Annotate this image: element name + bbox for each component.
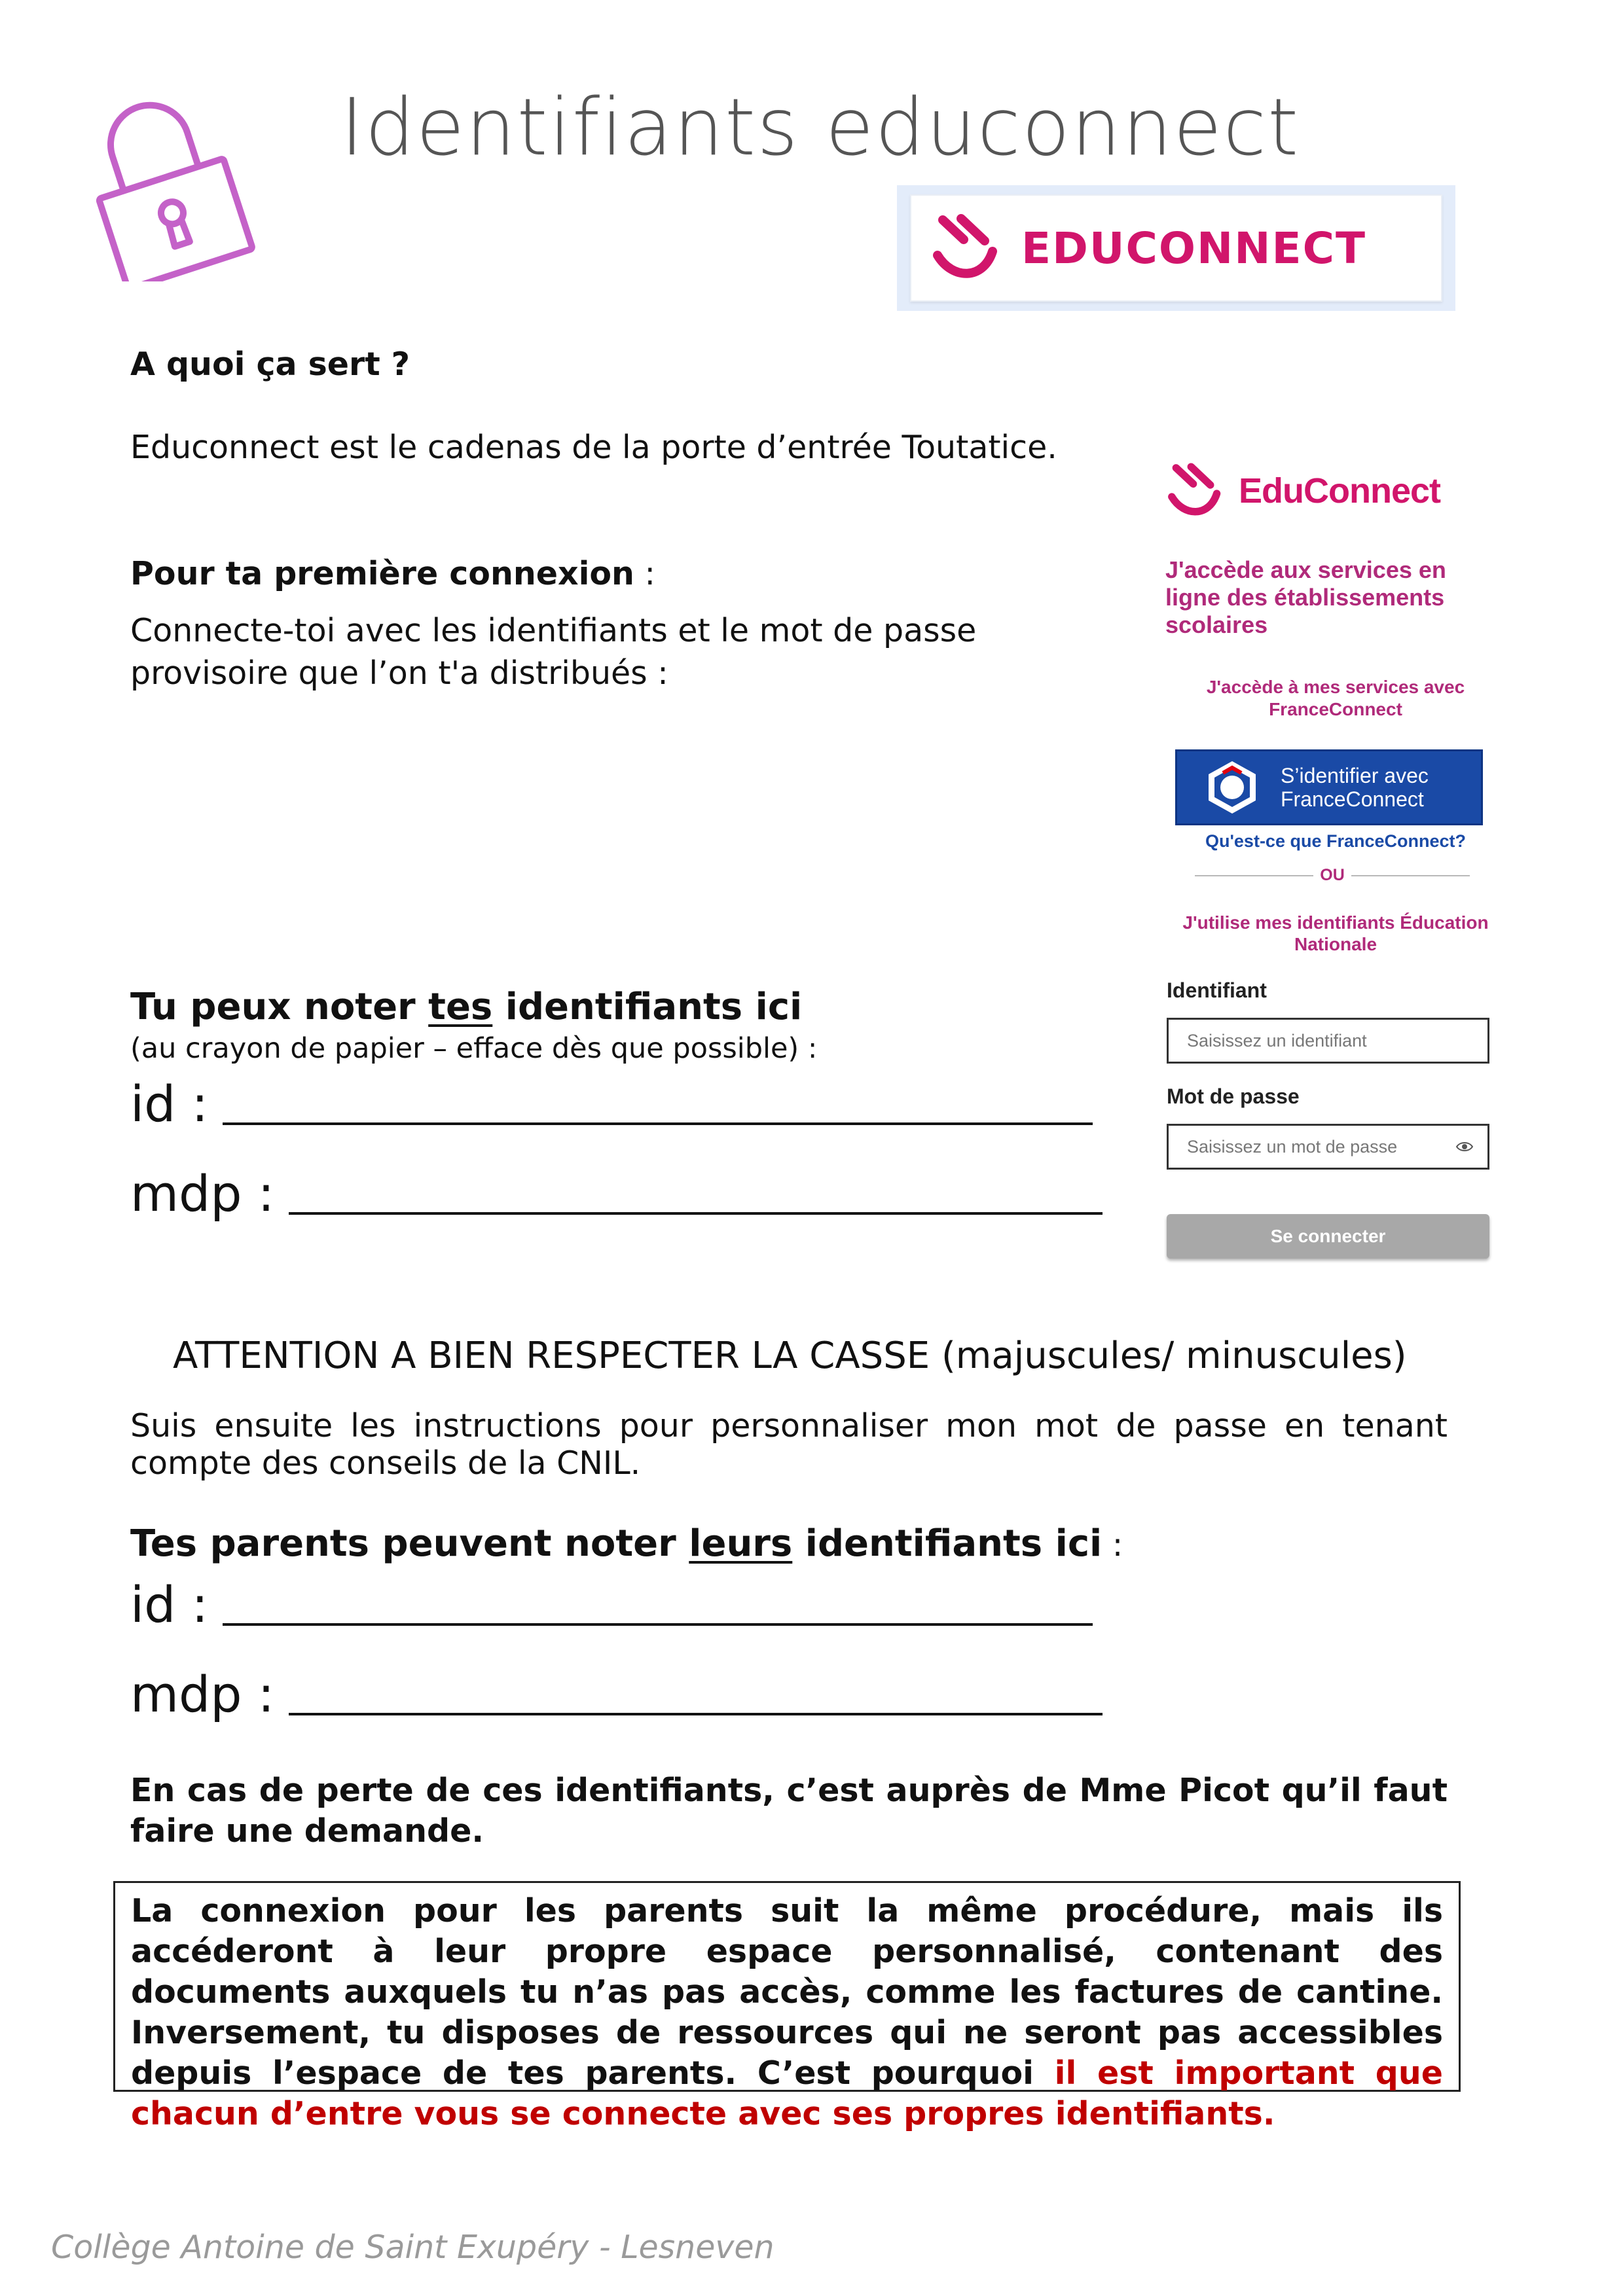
identifiant-placeholder: Saisissez un identifiant [1187, 1030, 1367, 1050]
parents-mdp-label: mdp : [130, 1665, 275, 1723]
franceconnect-button-line1: S’identifier avec [1281, 764, 1429, 787]
identifiant-input[interactable] [1167, 1018, 1489, 1064]
footer-school-name: Collège Antoine de Saint Exupéry - Lesneven [51, 2229, 775, 2266]
parents-notes-heading [130, 1522, 1123, 1566]
parents-info-text [131, 1891, 1443, 2134]
eye-icon[interactable] [1456, 1141, 1473, 1153]
identifiant-label: Identifiant [1167, 978, 1267, 1002]
parents-info-warning: il est important que chacun d’entre vous se connecte avec ses propres identifiants. [131, 2054, 1443, 2132]
franceconnect-button-text [1281, 764, 1429, 811]
franceconnect-info-link[interactable]: Qu'est-ce que FranceConnect? [1205, 831, 1466, 851]
password-label: Mot de passe [1167, 1085, 1300, 1108]
educonnect-banner-word: EDUCONNECT [1021, 223, 1367, 274]
student-mdp-line [289, 1212, 1103, 1215]
login-tagline: J'accède aux services en ligne des établissements scolaires [1165, 556, 1446, 638]
intro-answer: Educonnect est le cadenas de la porte d’entrée Toutatice. [130, 429, 1057, 466]
first-connection-heading [130, 553, 655, 596]
parents-mdp-line [289, 1713, 1103, 1715]
student-id-label: id : [130, 1075, 209, 1133]
franceconnect-logo-icon [1203, 759, 1261, 816]
or-divider [1195, 866, 1470, 885]
student-mdp-label: mdp : [130, 1164, 275, 1223]
educonnect-logo-icon [1165, 461, 1224, 520]
password-placeholder: Saisissez un mot de passe [1187, 1136, 1398, 1157]
instructions-text: Suis ensuite les instructions pour personnaliser mon mot de passe en tenant compte des conseils de la CNIL. [130, 1407, 1448, 1482]
education-nationale-text: J'utilise mes identifiants Éducation Nationale [1182, 912, 1489, 954]
login-logo [1165, 461, 1440, 520]
student-notes-heading [130, 985, 802, 1029]
parents-id-label: id : [130, 1575, 209, 1634]
parents-id-row [130, 1577, 1093, 1632]
parents-id-line [223, 1623, 1093, 1626]
first-connection-text: Connecte-toi avec les identifiants et le mot de passe provisoire que l’on t'a distribués : [130, 612, 977, 692]
student-mdp-row [130, 1166, 1103, 1221]
student-heading-pre: Tu peux noter [130, 986, 429, 1028]
educonnect-banner [897, 185, 1455, 311]
educonnect-logo-icon [930, 212, 1002, 284]
password-input[interactable] [1167, 1124, 1489, 1170]
parents-heading-post: identifiants ici [792, 1522, 1103, 1565]
connect-button[interactable]: Se connecter [1167, 1214, 1489, 1259]
student-heading-post: identifiants ici [492, 986, 803, 1028]
student-id-line [223, 1122, 1093, 1125]
first-connection-label: Pour ta première connexion [130, 555, 634, 592]
pencil-note: (au crayon de papier – efface dès que possible) : [130, 1032, 818, 1065]
franceconnect-button-line2: FranceConnect [1281, 787, 1424, 811]
parents-info-box [113, 1881, 1461, 2132]
question-heading: A quoi ça sert ? [130, 346, 410, 383]
parents-info-body: La connexion pour les parents suit la même procédure, mais ils accéderont à leur propre espace personnalisé, contenant des documents auxquels tu n’as pas accès, comme les factures de cantine. Inversement, tu disposes de ressources qui ne seront pas accessibles depuis l’espace de tes parents. C’est pourquoi [131, 1892, 1443, 2092]
or-label: OU [1320, 866, 1345, 884]
parents-mdp-row [130, 1667, 1103, 1722]
padlock-icon [82, 85, 259, 281]
student-id-row [130, 1077, 1093, 1132]
attention-text: ATTENTION A BIEN RESPECTER LA CASSE (majuscules/ minuscules) [173, 1335, 1407, 1377]
login-logo-text: EduConnect [1239, 471, 1440, 511]
page-title: Identifiants educonnect [340, 82, 1300, 173]
franceconnect-button[interactable] [1175, 749, 1483, 825]
franceconnect-intro: J'accède à mes services avec FranceConnect [1206, 677, 1465, 719]
parents-heading-emphasis: leurs [689, 1522, 793, 1565]
educonnect-login-screenshot [1152, 435, 1519, 1286]
parents-heading-colon: : [1102, 1526, 1123, 1564]
loss-notice: En cas de perte de ces identifiants, c’est auprès de Mme Picot qu’il faut faire une demande. [130, 1772, 1448, 1850]
student-heading-emphasis: tes [428, 986, 493, 1028]
parents-heading-pre: Tes parents peuvent noter [130, 1522, 689, 1565]
first-connection-colon: : [634, 555, 656, 592]
